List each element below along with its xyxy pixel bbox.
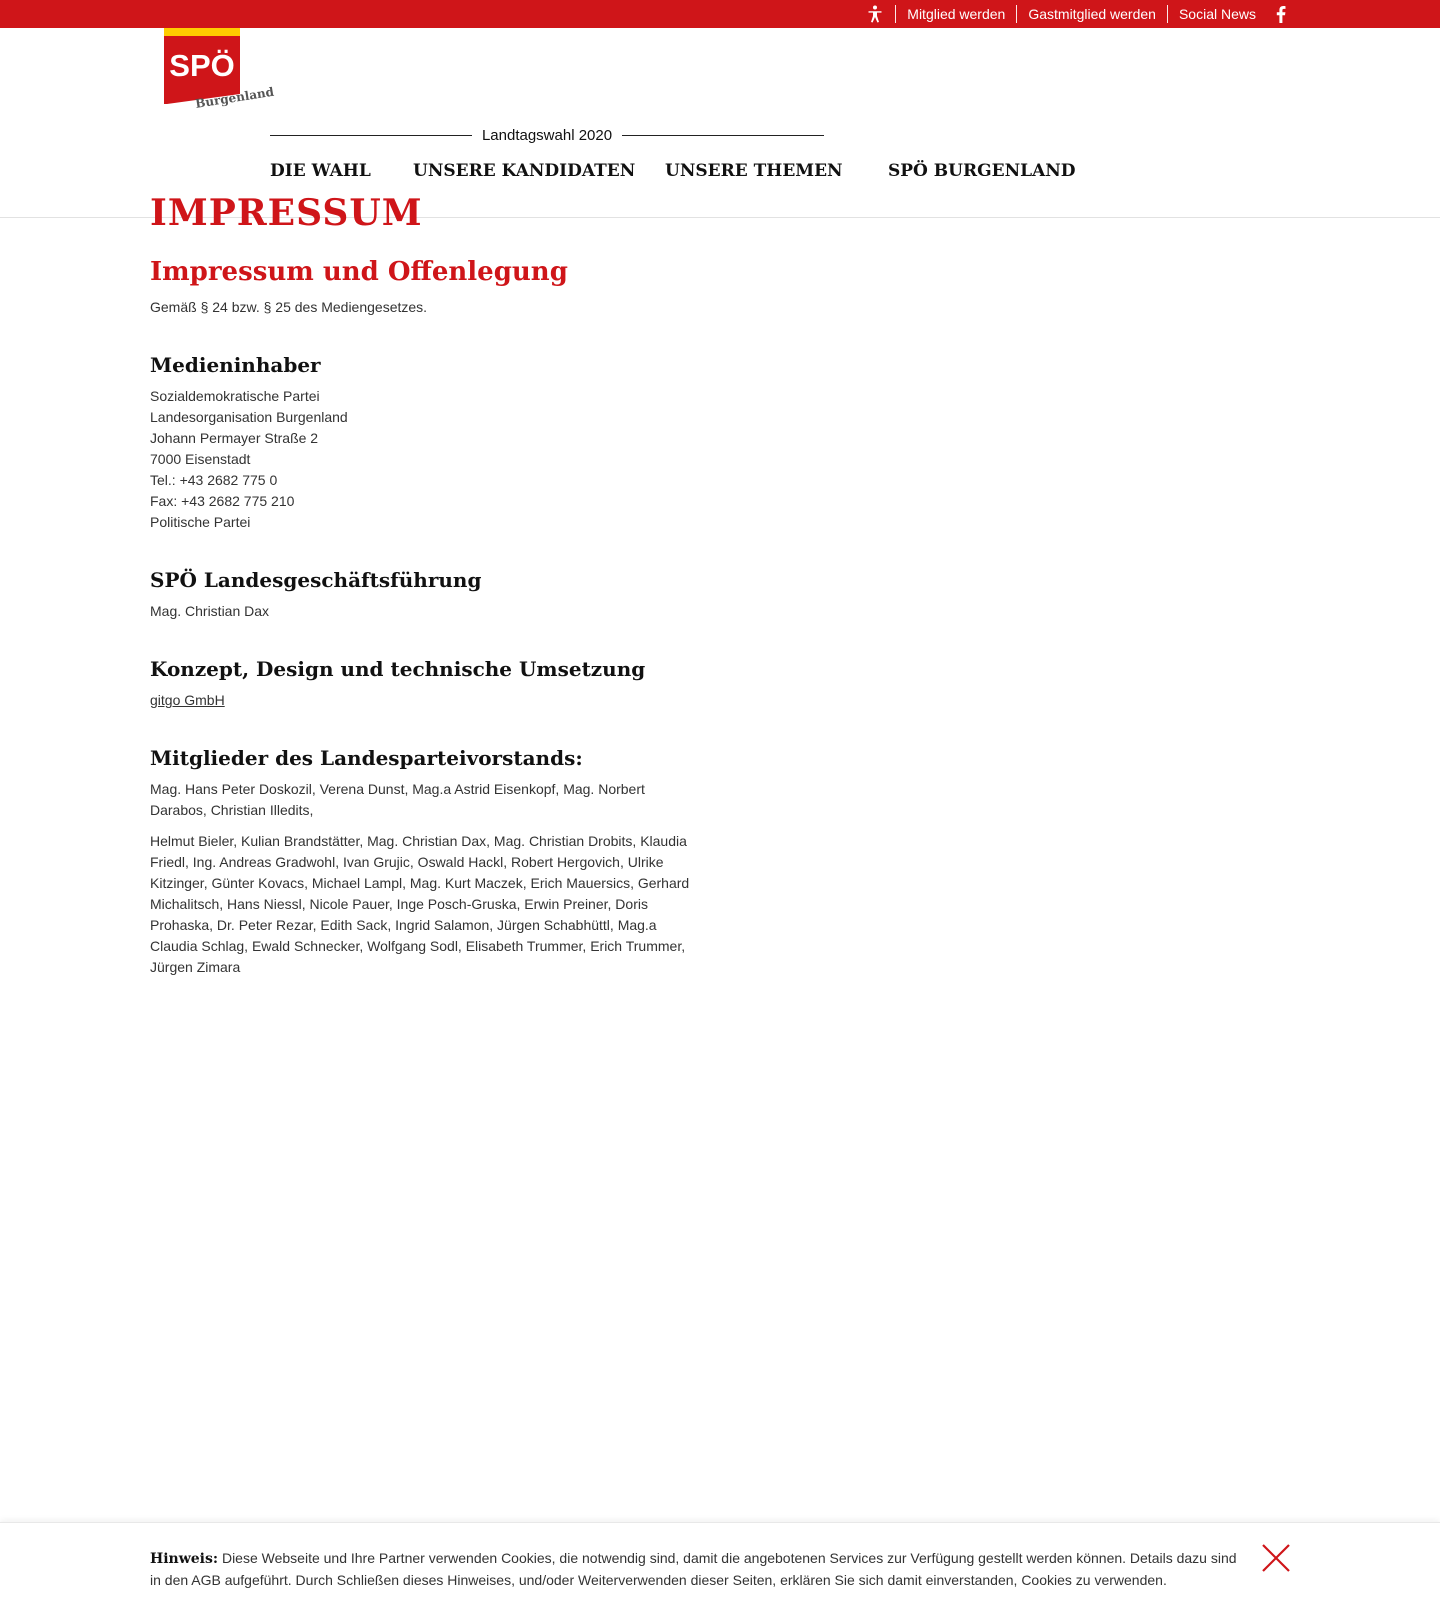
logo-text: SPÖ [169,48,235,83]
cookie-notice-label: Hinweis: [150,1551,219,1567]
owner-line: Landesorganisation Burgenland [150,409,348,425]
election-label-text: Landtagswahl 2020 [481,126,613,144]
owner-fax: Fax: +43 2682 775 210 [150,493,295,509]
election-label [270,124,824,146]
divider [1016,5,1017,23]
page-title-clip [150,192,550,234]
design-credit [150,690,225,711]
impressum-heading: Impressum und Offenlegung [150,257,568,287]
facebook-icon-glyph [1276,6,1286,23]
board-paragraph-1: Mag. Hans Peter Doskozil, Verena Dunst, Mag.a Astrid Eisenkopf, Mag. Norbert Darabos, Christian Illedits, [150,781,645,818]
accessibility-icon[interactable] [855,0,895,28]
owner-line: 7000 Eisenstadt [150,451,251,467]
accessibility-icon-glyph [867,5,883,23]
social-news-link[interactable]: Social News [1178,6,1256,22]
cookie-notice [0,1522,1440,1605]
logo-subtext: Burgenland [194,84,275,111]
owner-address [150,386,348,533]
page-title: IMPRESSUM [150,192,423,234]
board-heading: Mitglieder des Landesparteivorstands: [150,746,583,770]
guest-member-link[interactable]: Gastmitglied werden [1028,6,1156,22]
divider [1167,5,1168,23]
site-header [0,28,1440,218]
spoe-logo[interactable] [164,28,275,114]
owner-line: Sozialdemokratische Partei [150,388,320,404]
divider [622,135,824,136]
gitgo-link[interactable]: gitgo GmbH [150,692,225,708]
nav-unsere-kandidaten[interactable]: UNSERE KANDIDATEN [413,161,636,181]
spoe-logo-graphic [164,28,275,114]
cookie-notice-body: Diese Webseite und Ihre Partner verwenden Cookies, die notwendig sind, damit die angebotenen Services zur Verfügung gestellt werden können. Details dazu sind in den AGB aufgeführt. Durch Schließen dieses Hinweises, und/oder Weiterverwenden dieser Seiten, erklären Sie sich damit einverstanden, Cookies zu verwenden. [150,1550,1237,1588]
nav-spoe-burgenland[interactable]: SPÖ BURGENLAND [888,161,1076,181]
divider [895,5,896,23]
close-icon-glyph [1261,1543,1291,1573]
cookie-notice-text [150,1548,1240,1590]
owner-line: Politische Partei [150,514,251,530]
top-utility-links [855,0,1293,28]
member-link[interactable]: Mitglied werden [907,6,1006,22]
impressum-lead: Gemäß § 24 bzw. § 25 des Mediengesetzes. [150,299,428,315]
owner-heading: Medieninhaber [150,353,321,377]
owner-line: Johann Permayer Straße 2 [150,430,319,446]
management-heading: SPÖ Landesgeschäftsführung [150,568,482,592]
owner-phone: Tel.: +43 2682 775 0 [150,472,278,488]
divider [270,135,472,136]
nav-unsere-themen[interactable]: UNSERE THEMEN [665,161,843,181]
close-icon[interactable] [1261,1543,1291,1573]
nav-die-wahl[interactable]: DIE WAHL [270,161,371,181]
top-utility-bar [0,0,1440,28]
management-text: Mag. Christian Dax [150,603,270,619]
facebook-icon[interactable] [1269,0,1293,28]
board-paragraph-2: Helmut Bieler, Kulian Brandstätter, Mag. Christian Dax, Mag. Christian Drobits, Klaudia Friedl, Ing. Andreas Gradwohl, Ivan Grujic, Oswald Hackl, Robert Hergovich, Ulrike Kitzinger, Günter Kovacs, Michael Lampl, Mag. Kurt Maczek, Erich Mauersics, Gerhard Michalitsch, Hans Niessl, Nicole Pauer, Inge Posch-Gruska, Erwin Preiner, Doris Prohaska, Dr. Peter Rezar, Edith Sack, Ingrid Salamon, Jürgen Schabhüttl, Mag.a Claudia Schlag, Ewald Schnecker, Wolfgang Sodl, Elisabeth Trummer, Erich Trummer, Jürgen Zimara [150,833,690,975]
design-heading: Konzept, Design und technische Umsetzung [150,657,646,681]
